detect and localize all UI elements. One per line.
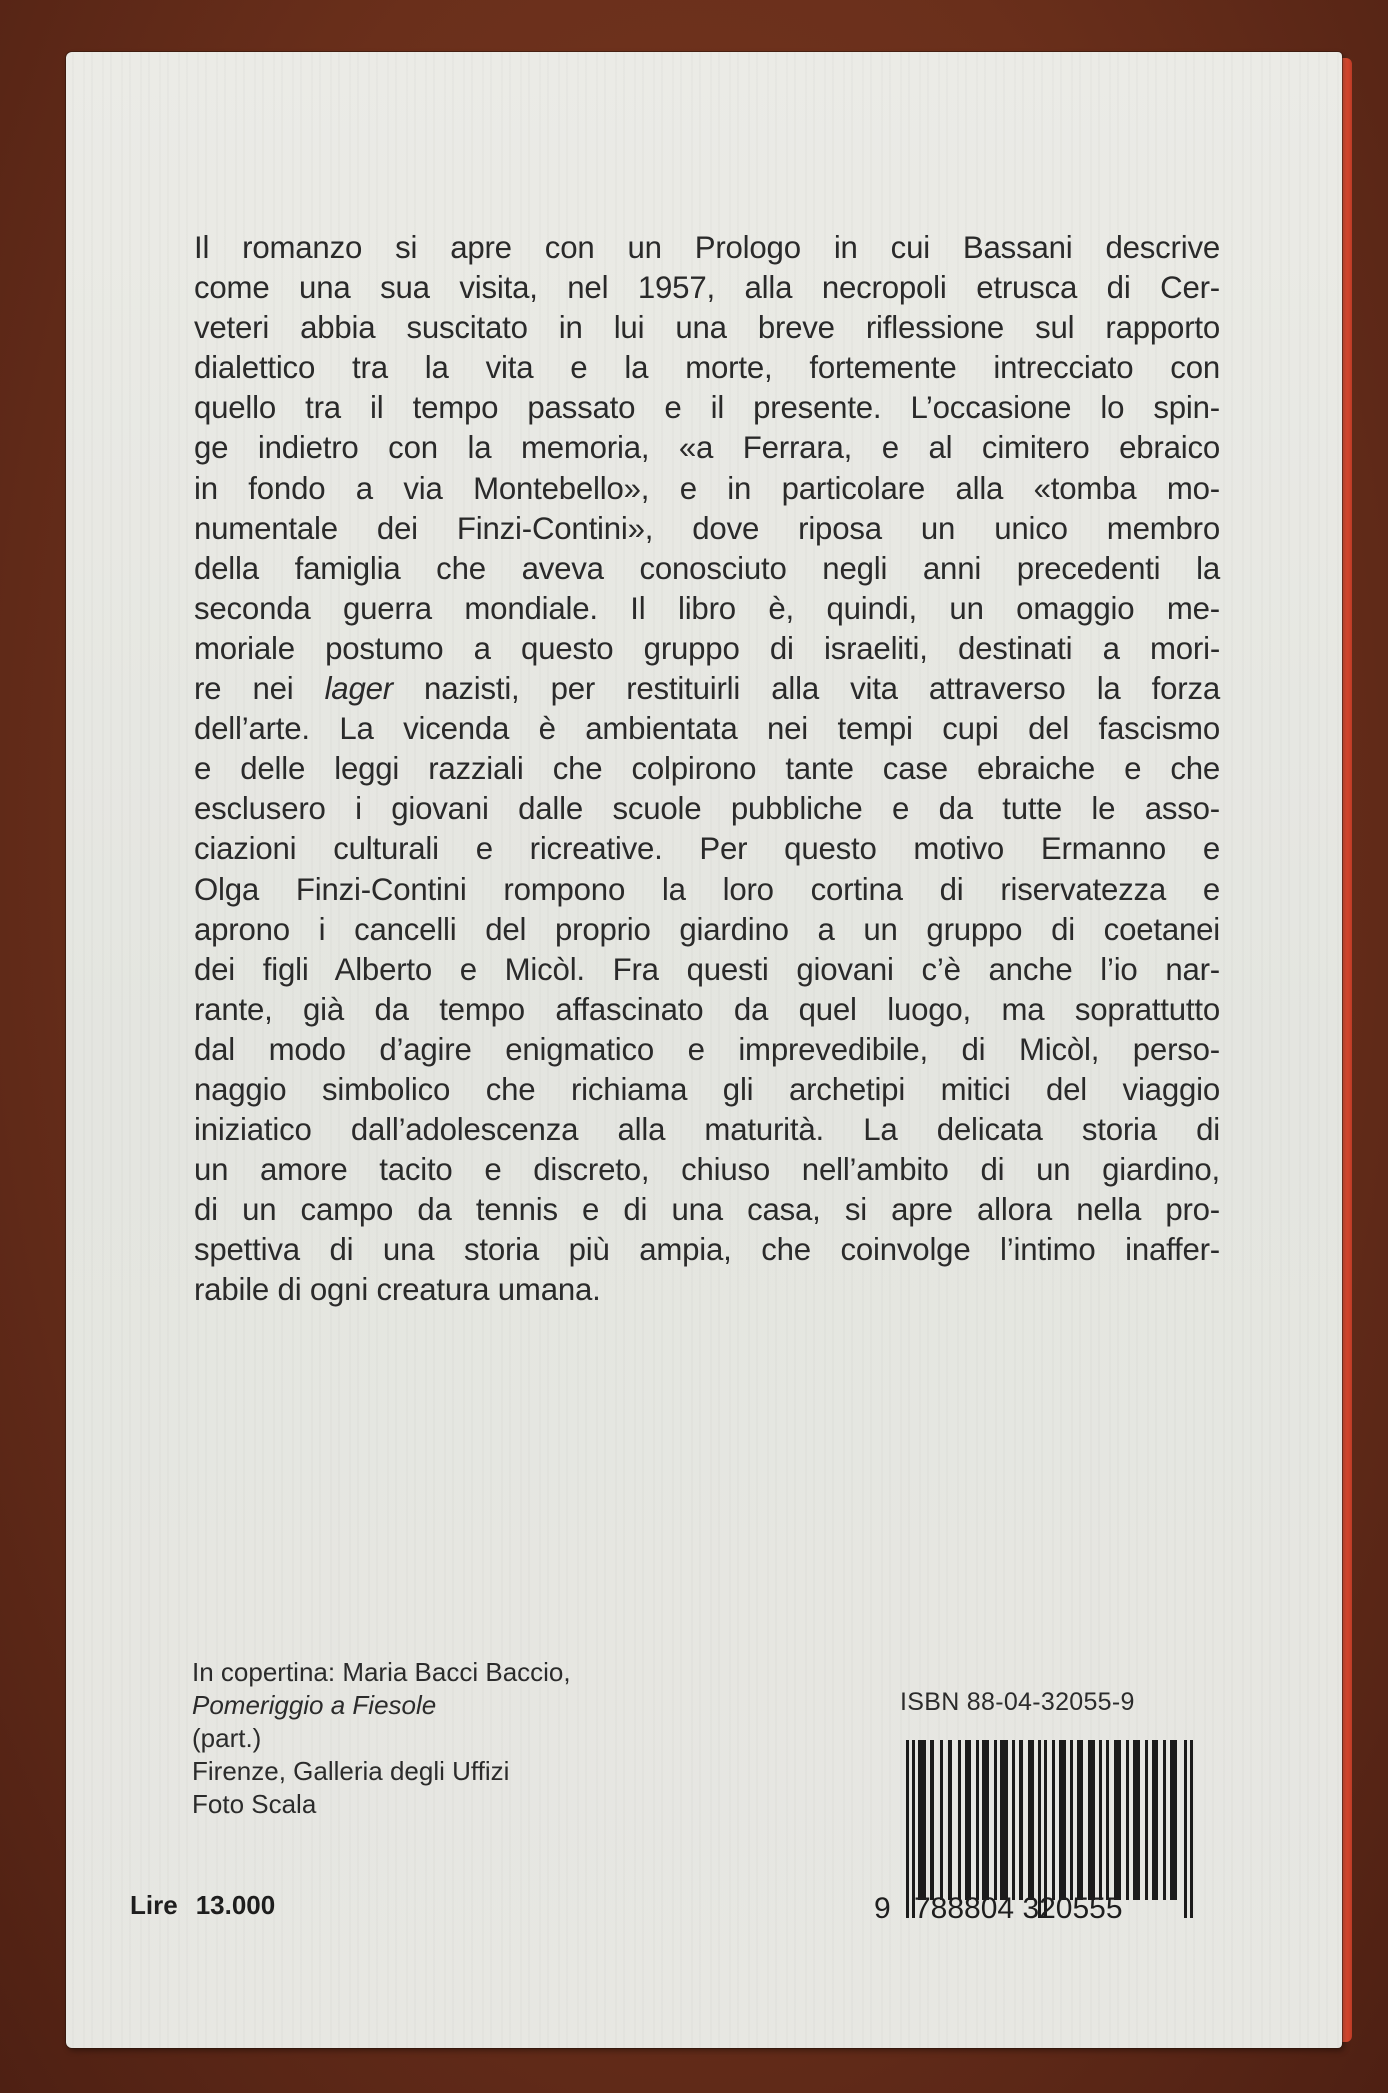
- barcode-first-digit: 9: [874, 1892, 891, 1925]
- isbn-label: ISBN 88-04-32055-9: [900, 1688, 1135, 1716]
- blurb-line: in fondo a via Montebello», e in particolare alla «tomba mo-: [194, 470, 1220, 506]
- blurb-line: moriale postumo a questo gruppo di israeliti, destinati a mori-: [194, 630, 1220, 666]
- credit-line-artist: In copertina: Maria Bacci Baccio,: [192, 1657, 571, 1687]
- credit-line-title: [192, 1689, 571, 1755]
- blurb-text: re nei: [194, 671, 325, 707]
- price-currency: Lire: [130, 1890, 178, 1920]
- blurb-line: Olga Finzi-Contini rompono la loro cortina di riservatezza e: [194, 871, 1220, 907]
- credit-line-photo: Foto Scala: [192, 1789, 317, 1819]
- blurb-line: della famiglia che aveva conosciuto negli anni precedenti la: [194, 550, 1220, 586]
- blurb-line: veteri abbia suscitato in lui una breve riflessione sul rapporto: [194, 310, 1220, 346]
- blurb-line: ge indietro con la memoria, «a Ferrara, e al cimitero ebraico: [194, 430, 1220, 466]
- blurb-text: nazisti, per restituirli alla vita attraverso la forza: [392, 671, 1221, 707]
- blurb-line: numentale dei Finzi-Contini», dove riposa un unico membro: [194, 510, 1220, 546]
- blurb-line: seconda guerra mondiale. Il libro è, quindi, un omaggio me-: [194, 590, 1220, 626]
- price-label: [130, 1890, 275, 1921]
- barcode-digits: 788804 320555: [914, 1892, 1123, 1925]
- artwork-title: Pomeriggio a Fiesole: [192, 1690, 437, 1720]
- credit-line-museum: Firenze, Galleria degli Uffizi: [192, 1756, 510, 1786]
- blurb-line: quello tra il tempo passato e il presente. L’occasione lo spin-: [194, 390, 1220, 426]
- blurb-line-with-italic: [194, 669, 1220, 709]
- blurb-line: dal modo d’agire enigmatico e imprevedibile, di Micòl, perso-: [194, 1031, 1220, 1067]
- blurb-line: rante, già da tempo affascinato da quel luogo, ma soprattutto: [194, 991, 1220, 1027]
- blurb-line: Il romanzo si apre con un Prologo in cui Bassani descrive: [194, 230, 1220, 265]
- blurb-line: aprono i cancelli del proprio giardino a un gruppo di coetanei: [194, 911, 1220, 947]
- blurb-line: e delle leggi razziali che colpirono tante case ebraiche e che: [194, 751, 1220, 787]
- blurb-line: ciazioni culturali e ricreative. Per questo motivo Ermanno e: [194, 831, 1220, 867]
- italic-word-lager: lager: [324, 671, 393, 707]
- cover-panel: [66, 52, 1342, 2048]
- artwork-detail: (part.): [192, 1723, 262, 1753]
- blurb-line: come una sua visita, nel 1957, alla necropoli etrusca di Cer-: [194, 270, 1220, 306]
- blurb-line: rabile di ogni creatura umana.: [194, 1272, 601, 1308]
- blurb-line: dell’arte. La vicenda è ambientata nei tempi cupi del fascismo: [194, 711, 1220, 747]
- blurb-line: esclusero i giovani dalle scuole pubbliche e da tutte le asso-: [194, 791, 1220, 827]
- blurb-line: iniziatico dall’adolescenza alla maturità. La delicata storia di: [194, 1112, 1220, 1148]
- book-back-cover: [66, 52, 1346, 2048]
- blurb-line: un amore tacito e discreto, chiuso nell’ambito di un giardino,: [194, 1152, 1220, 1188]
- barcode-number: [874, 1892, 1123, 1926]
- price-amount: 13.000: [195, 1890, 276, 1920]
- blurb-line: di un campo da tennis e di una casa, si apre allora nella pro-: [194, 1192, 1220, 1228]
- blurb-line: dei figli Alberto e Micòl. Fra questi giovani c’è anche l’io nar-: [194, 951, 1220, 987]
- cover-credits: [192, 1656, 571, 1821]
- blurb-line: spettiva di una storia più ampia, che coinvolge l’intimo inaffer-: [194, 1232, 1220, 1268]
- blurb-line: dialettico tra la vita e la morte, fortemente intrecciato con: [194, 350, 1220, 386]
- blurb-paragraph: [194, 228, 1220, 1311]
- blurb-line: naggio simbolico che richiama gli archetipi mitici del viaggio: [194, 1071, 1220, 1107]
